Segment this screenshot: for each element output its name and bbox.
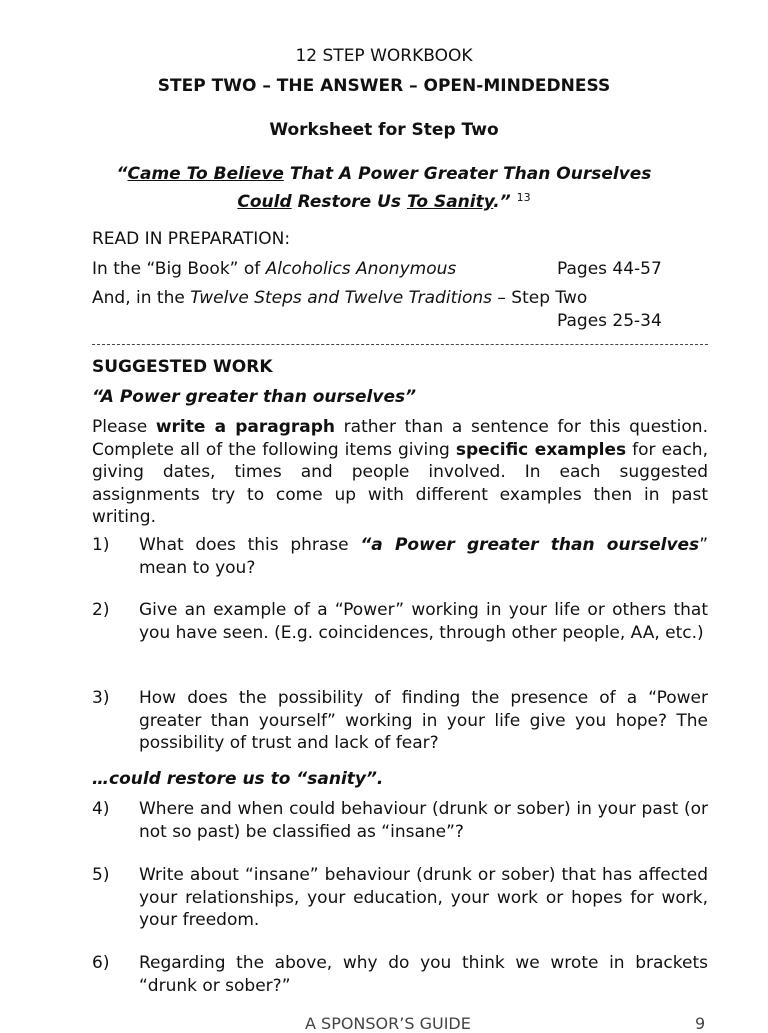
question-5: 5) Write about “insane” behaviour (drunk or sober) that has affected your relationships, your education, your work or hopes for work, your freedom.: [92, 865, 708, 930]
step-title: STEP TWO – THE ANSWER – OPEN-MINDEDNESS: [157, 76, 611, 96]
workbook-label: 12 STEP WORKBOOK: [295, 46, 473, 66]
step-quote: “Came To Believe That A Power Greater Than Ourselves Could Restore Us To Sanity.” $^{13}$: [116, 164, 652, 212]
power-subheading: “A Power greater than ourselves”: [92, 387, 417, 407]
question-1: 1) What does this phrase “a Power greater than ourselves” mean to you?: [92, 535, 708, 578]
reading-line-twelve-steps: And, in the Twelve Steps and Twelve Traditions – Step Two: [92, 288, 588, 308]
footer-guide: A SPONSOR’S GUIDE: [305, 1014, 471, 1033]
reading-line-big-book: In the “Big Book” of Alcoholics Anonymous: [92, 259, 457, 279]
question-3: 3) How does the possibility of finding the presence of a “Power greater than yourself” working in your life give you hope? The possibility of trust and lack of fear?: [92, 688, 708, 753]
reading-pages-twelve-steps: Pages 25-34: [557, 311, 662, 331]
question-6: 6) Regarding the above, why do you think we wrote in brackets “drunk or sober?”: [92, 953, 708, 996]
page-number: 9: [695, 1014, 706, 1033]
worksheet-title: Worksheet for Step Two: [269, 120, 499, 140]
instructions-paragraph: Please write a paragraph rather than a sentence for this question. Complete all of the following items giving specific examples for each, giving dates, times and people involved. In each suggested assignments try to come up with different examples then in past writing.: [92, 417, 708, 527]
sanity-subheading: …could restore us to “sanity”.: [92, 769, 384, 789]
question-2: 2) Give an example of a “Power” working in your life or others that you have seen. (E.g. coincidences, through other people, AA, etc.): [92, 600, 708, 643]
footnote-marker: 13: [516, 191, 531, 204]
reading-heading: READ IN PREPARATION:: [92, 229, 291, 249]
suggested-heading: SUGGESTED WORK: [92, 357, 273, 377]
question-4: 4) Where and when could behaviour (drunk or sober) in your past (or not so past) be classified as “insane”?: [92, 799, 708, 842]
reading-pages-big-book: Pages 44-57: [557, 259, 662, 279]
divider: [92, 344, 708, 345]
